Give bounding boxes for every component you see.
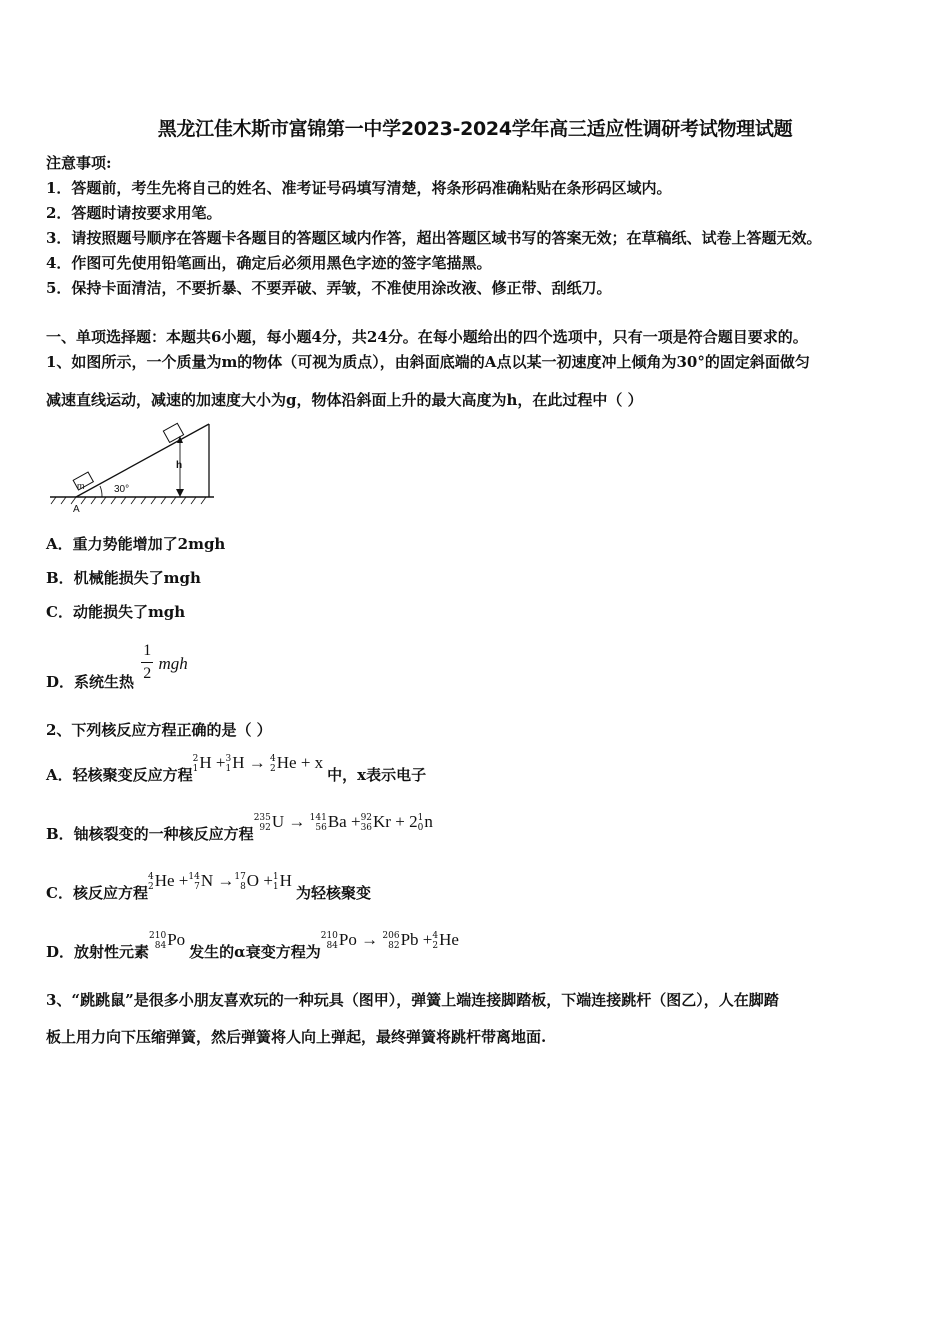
q1-option-d-expr: mgh <box>158 653 188 673</box>
q2-option-d: D．放射性元素 210 84 Po发生的α衰变方程为 210 84 Po → 206 82 Pb + 4 2 He <box>46 930 459 961</box>
q2-option-a-suffix: 中，x表示电子 <box>327 766 427 784</box>
notice-item-4: 4．作图可先使用铅笔画出，确定后必须用黑色字迹的签字笔描黑。 <box>46 254 492 272</box>
q2-option-c-label: C．核反应方程 <box>46 884 148 902</box>
q1-option-d-label: D．系统生热 <box>46 672 135 691</box>
notice-heading: 注意事项: <box>46 154 112 172</box>
label-angle: 30° <box>114 484 130 495</box>
q2-option-d-label: D．放射性元素 <box>46 943 150 961</box>
q1-option-d <box>46 634 188 691</box>
fraction-numerator: 1 <box>141 640 153 663</box>
q2-option-d-mid: 发生的α衰变方程为 <box>189 943 321 961</box>
q2-option-c-suffix: 为轻核聚变 <box>295 884 371 902</box>
section-heading: 一、单项选择题：本题共6小题，每小题4分，共24分。在每小题给出的四个选项中，只有一项是符合题目要求的。 <box>46 328 808 346</box>
q2-option-a-label: A．轻核聚变反应方程 <box>46 766 193 784</box>
q2-option-b: B．铀核裂变的一种核反应方程 235 92 U → 141 56 Ba + 92 36 Kr + 2 1 0 n <box>46 812 433 843</box>
label-A: A <box>73 504 80 515</box>
q3-stem-line2: 板上用力向下压缩弹簧，然后弹簧将人向上弹起，最终弹簧将跳杆带离地面. <box>46 1028 547 1046</box>
fraction-denominator: 2 <box>143 665 152 682</box>
fraction-half <box>141 640 153 685</box>
notice-item-5: 5．保持卡面清洁，不要折暴、不要弄破、弄皱，不准使用涂改液、修正带、刮纸刀。 <box>46 279 612 297</box>
q2-option-a: A．轻核聚变反应方程 2 1 H + 3 1 H → 4 2 He + x中，x表示电子 <box>46 753 427 784</box>
notice-item-3: 3．请按照题号顺序在答题卡各题目的答题区域内作答，超出答题区域书写的答案无效；在草稿纸、试卷上答题无效。 <box>46 229 822 247</box>
label-h: h <box>176 460 183 471</box>
q1-stem-line2: 减速直线运动，减速的加速度大小为g，物体沿斜面上升的最大高度为h，在此过程中（ ） <box>46 391 643 409</box>
q2-option-c: C．核反应方程 4 2 He + 14 7 N → 17 8 O + 1 1 H为轻核聚变 <box>46 871 371 902</box>
q3-stem-line1: 3、“跳跳鼠”是很多小朋友喜欢玩的一种玩具（图甲），弹簧上端连接脚踏板，下端连接跳杆（图乙），人在脚踏 <box>46 991 779 1009</box>
page-title: 黑龙江佳木斯市富锦第一中学2023-2024学年高三适应性调研考试物理试题 <box>157 118 793 140</box>
q1-stem-line1: 1、如图所示，一个质量为m的物体（可视为质点），由斜面底端的A点以某一初速度冲上倾角为30°的固定斜面做匀 <box>46 353 810 371</box>
q2-stem: 2、下列核反应方程正确的是（ ） <box>46 721 272 739</box>
notice-item-1: 1．答题前，考生先将自己的姓名、准考证号码填写清楚，将条形码准确粘贴在条形码区域内。 <box>46 179 672 197</box>
notice-item-2: 2．答题时请按要求用笔。 <box>46 204 222 222</box>
q2-option-b-label: B．铀核裂变的一种核反应方程 <box>46 825 254 843</box>
label-m: m <box>77 481 85 491</box>
incline-figure <box>46 418 221 516</box>
q1-option-c: C．动能损失了mgh <box>46 603 186 621</box>
q1-option-a: A．重力势能增加了2mgh <box>46 535 226 553</box>
q1-option-b: B．机械能损失了mgh <box>46 569 201 587</box>
